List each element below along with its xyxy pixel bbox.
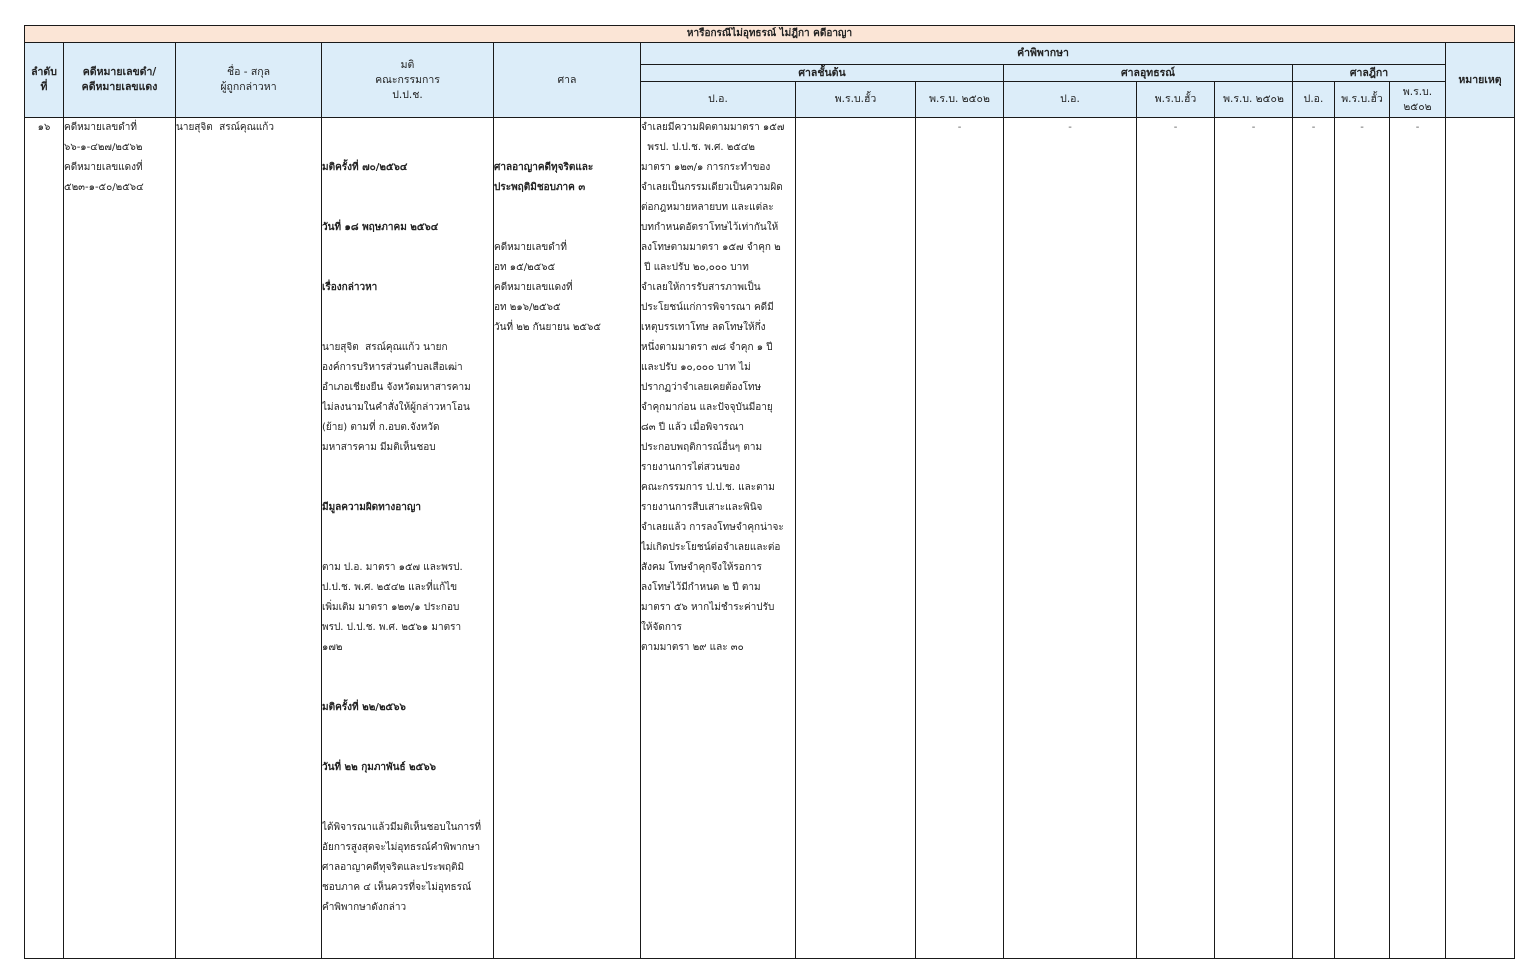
header-appeal-act: พ.ร.บ.ฮั้ว [1137, 82, 1215, 118]
court-case-numbers: คดีหมายเลขดำที่ อท ๑๕/๒๕๖๕ คดีหมายเลขแดงที่ อท ๒๑๖/๒๕๖๕ วันที่ ๒๒ กันยายน ๒๕๖๕ [494, 242, 601, 333]
cell-accused: นายสุจิต สรณ์คุณแก้ว [176, 118, 322, 959]
header-first-criminal: ป.อ. [641, 82, 796, 118]
cell-first-criminal: จำเลยมีความผิดตามมาตรา ๑๕๗ พรป. ป.ป.ช. พ.ศ. ๒๕๔๒ มาตรา ๑๒๓/๑ การกระทำของ จำเลยเป็นกรรมเดียวเป็นความผิด ต่อกฎหมายหลายบท และแต่ละ บทกำหนดอัตราโทษไว้เท่ากันให้ ลงโทษตามมาตรา ๑๕๗ จำคุก ๒ ปี และปรับ ๒๐,๐๐๐ บาท จำเลยให้การรับสารภาพเป็น ประโยชน์แก่การพิจารณา คดีมี เหตุบรรเทาโทษ ลดโทษให้กึ่ง หนึ่งตามมาตรา ๗๘ จำคุก ๑ ปี และปรับ ๑๐,๐๐๐ บาท ไม่ ปรากฏว่าจำเลยเคยต้องโทษ จำคุกมาก่อน และปัจจุบันมีอายุ ๘๓ ปี แล้ว เมื่อพิจารณา ประกอบพฤติการณ์อื่นๆ ตาม รายงานการไต่สวนของ คณะกรรมการ ป.ป.ช. และตาม รายงานการสืบเสาะและพินิจ จำเลยแล้ว การลงโทษจำคุกน่าจะ ไม่เกิดประโยชน์ต่อจำเลยและต่อ สังคม โทษจำคุกจึงให้รอการ ลงโทษไว้มีกำหนด ๒ ปี ตาม มาตรา ๕๖ หากไม่ชำระค่าปรับ ให้จัดการ ตามมาตรา ๒๙ และ ๓๐ [641, 118, 796, 959]
header-judgment: คำพิพากษา [641, 43, 1446, 65]
cell-appeal-act-2502: - [1215, 118, 1293, 959]
header-appeal-criminal: ป.อ. [1004, 82, 1137, 118]
cell-case-numbers: คดีหมายเลขดำที่ ๖๖-๑-๔๒๗/๒๕๖๒ คดีหมายเลขแดงที่ ๕๒๓-๑-๕๐/๒๕๖๔ [64, 118, 176, 959]
resolution-line: ตาม ป.อ. มาตรา ๑๕๗ และพรป. ป.ป.ช. พ.ศ. ๒๕๔๒ และที่แก้ไข เพิ่มเติม มาตรา ๑๒๓/๑ ประกอบ พรป. ป.ป.ช. พ.ศ. ๒๕๖๑ มาตรา ๑๗๒ [322, 562, 463, 653]
header-supreme-act-2502: พ.ร.บ. ๒๕๐๒ [1390, 82, 1446, 118]
case-table [24, 25, 1515, 959]
header-order: ลำดับ ที่ [25, 43, 64, 118]
cell-order: ๑๖ [25, 118, 64, 959]
header-remarks: หมายเหตุ [1446, 43, 1515, 118]
header-first-act: พ.ร.บ.ฮั้ว [796, 82, 916, 118]
header-court: ศาล [494, 43, 641, 118]
cell-supreme-act: - [1335, 118, 1390, 959]
table-title: หารือกรณีไม่อุทธรณ์ ไม่ฎีกา คดีอาญา [25, 26, 1515, 43]
cell-remarks [1446, 118, 1515, 959]
cell-first-act [796, 118, 916, 959]
resolution-line: นายสุจิต สรณ์คุณแก้ว นายก องค์การบริหารส่วนตำบลเสือเฒ่า อำเภอเชียงยืน จังหวัดมหาสารคาม ไม่ลงนามในคำสั่งให้ผู้กล่าวหาโอน (ย้าย) ตามที่ ก.อบต.จังหวัด มหาสารคาม มีมติเห็นชอบ [322, 342, 471, 453]
header-case-numbers: คดีหมายเลขดำ/ คดีหมายเลขแดง [64, 43, 176, 118]
header-supreme-criminal: ป.อ. [1293, 82, 1335, 118]
header-appeal-act-2502: พ.ร.บ. ๒๕๐๒ [1215, 82, 1293, 118]
header-accused: ชื่อ - สกุล ผู้ถูกกล่าวหา [176, 43, 322, 118]
header-court-first: ศาลชั้นต้น [641, 65, 1004, 82]
resolution-line: มติครั้งที่ ๗๐/๒๕๖๔ [322, 162, 408, 173]
header-supreme-act: พ.ร.บ.ฮั้ว [1335, 82, 1390, 118]
resolution-line: เรื่องกล่าวหา [322, 282, 378, 293]
resolution-line: มติครั้งที่ ๒๒/๒๕๖๖ [322, 702, 406, 713]
cell-appeal-act: - [1137, 118, 1215, 959]
resolution-line: วันที่ ๑๘ พฤษภาคม ๒๕๖๔ [322, 222, 439, 233]
cell-appeal-criminal: - [1004, 118, 1137, 959]
cell-supreme-act-2502: - [1390, 118, 1446, 959]
resolution-line: ได้พิจารณาแล้วมีมติเห็นชอบในการที่ อัยการสูงสุดจะไม่อุทธรณ์คำพิพากษา ศาลอาญาคดีทุจริตและประพฤติมิ ชอบภาค ๔ เห็นควรที่จะไม่อุทธรณ์ คำพิพากษาดังกล่าว [322, 822, 482, 913]
header-resolution: มติ คณะกรรมการ ป.ป.ช. [322, 43, 494, 118]
cell-resolution [322, 118, 494, 959]
resolution-line: วันที่ ๒๒ กุมภาพันธ์ ๒๕๖๖ [322, 762, 436, 773]
cell-first-act-2502: - [916, 118, 1004, 959]
header-first-act-2502: พ.ร.บ. ๒๕๐๒ [916, 82, 1004, 118]
cell-supreme-criminal: - [1293, 118, 1335, 959]
case-sheet [24, 25, 1514, 913]
table-row [25, 118, 1515, 959]
header-court-supreme: ศาลฎีกา [1293, 65, 1446, 82]
header-court-appeal: ศาลอุทธรณ์ [1004, 65, 1293, 82]
court-name: ศาลอาญาคดีทุจริตและ ประพฤติมิชอบภาค ๓ [494, 162, 594, 193]
cell-court [494, 118, 641, 959]
resolution-line: มีมูลความผิดทางอาญา [322, 502, 422, 513]
